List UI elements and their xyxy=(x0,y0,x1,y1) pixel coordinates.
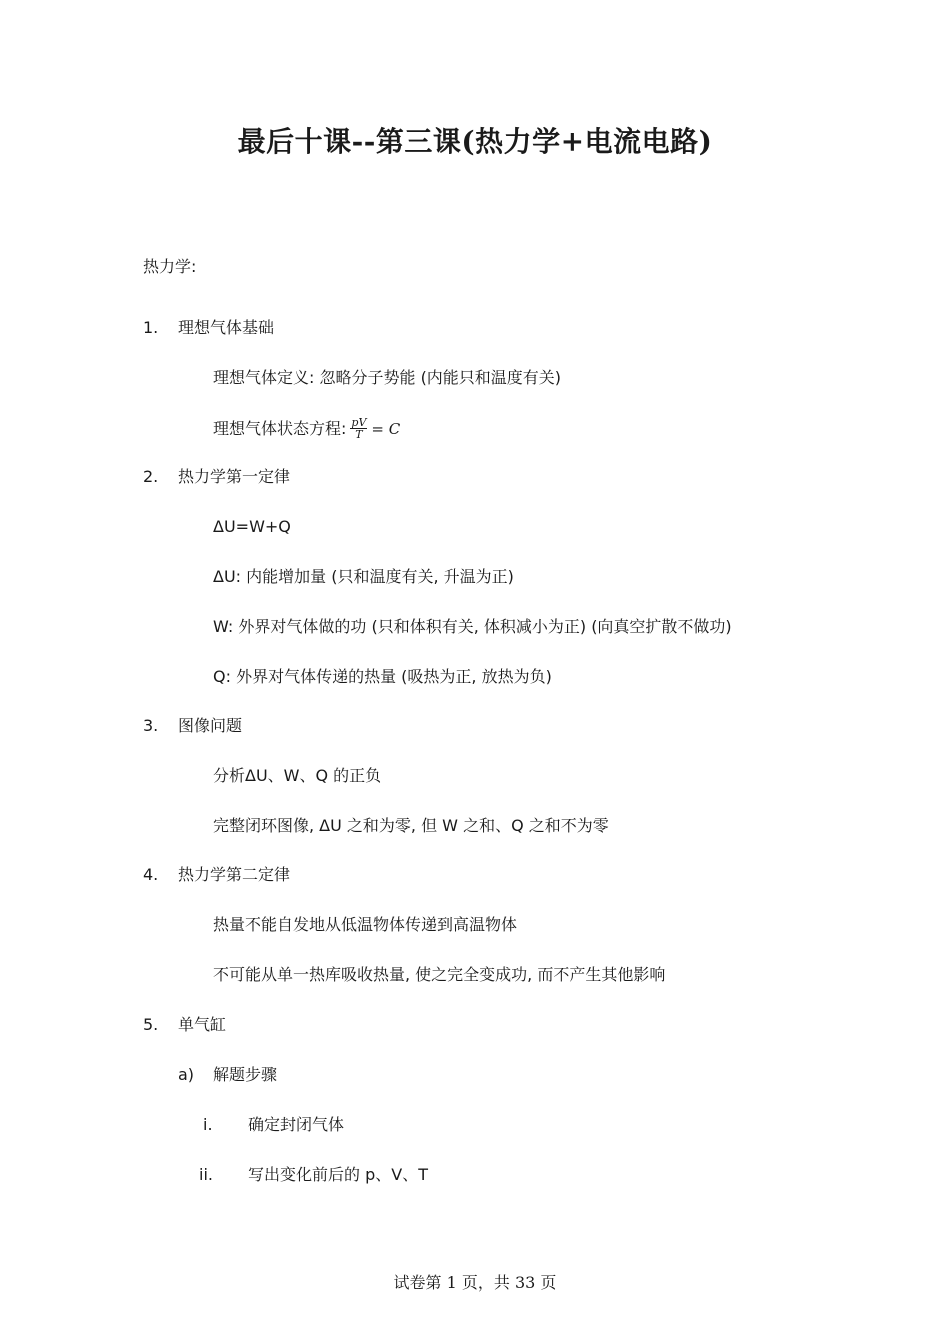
graph-line: 完整闭环图像, ΔU 之和为零, 但 W 之和、Q 之和不为零 xyxy=(213,816,609,835)
item-number: 4. xyxy=(143,865,159,884)
item-title: 热力学第一定律 xyxy=(178,467,291,486)
equation-denominator: T xyxy=(355,428,363,441)
item-number: 1. xyxy=(143,318,159,337)
item-number: 3. xyxy=(143,716,159,735)
page-title: 最后十课--第三课(热力学+电流电路) xyxy=(237,125,713,158)
second-law-line: 不可能从单一热库吸收热量, 使之完全变成功, 而不产生其他影响 xyxy=(213,965,666,984)
item-title: 热力学第二定律 xyxy=(178,865,291,884)
ideal-gas-definition: 理想气体定义: 忽略分子势能 (内能只和温度有关) xyxy=(213,368,562,387)
equation-label: 理想气体状态方程: xyxy=(213,418,347,438)
equation-rhs: = C xyxy=(371,419,401,438)
first-law-heat: Q: 外界对气体传递的热量 (吸热为正, 放热为负) xyxy=(213,667,552,686)
graph-line: 分析ΔU、W、Q 的正负 xyxy=(213,766,382,785)
item-title: 图像问题 xyxy=(178,716,243,735)
page-footer: 试卷第 1 页，共 33 页 xyxy=(393,1273,557,1292)
step-text: 确定封闭气体 xyxy=(248,1115,345,1134)
first-law-equation: ΔU=W+Q xyxy=(213,517,291,536)
section-heading: 热力学: xyxy=(143,257,197,276)
first-law-work: W: 外界对气体做的功 (只和体积有关, 体积减小为正) (向真空扩散不做功) xyxy=(213,617,732,636)
equation-numerator: pV xyxy=(351,416,367,429)
item-title: 单气缸 xyxy=(178,1015,227,1034)
step-number: ii. xyxy=(199,1165,213,1184)
step-number: i. xyxy=(203,1115,213,1134)
first-law-delta-u: ΔU: 内能增加量 (只和温度有关, 升温为正) xyxy=(213,567,514,586)
item-title: 理想气体基础 xyxy=(178,318,275,337)
ideal-gas-equation-line xyxy=(213,417,400,440)
sub-item-label: a) xyxy=(178,1065,195,1084)
item-number: 5. xyxy=(143,1015,159,1034)
state-equation xyxy=(346,417,400,440)
second-law-line: 热量不能自发地从低温物体传递到高温物体 xyxy=(213,915,518,934)
item-number: 2. xyxy=(143,467,159,486)
step-text: 写出变化前后的 p、V、T xyxy=(248,1165,428,1184)
equation-fraction xyxy=(350,417,367,440)
sub-item-title: 解题步骤 xyxy=(213,1065,278,1084)
